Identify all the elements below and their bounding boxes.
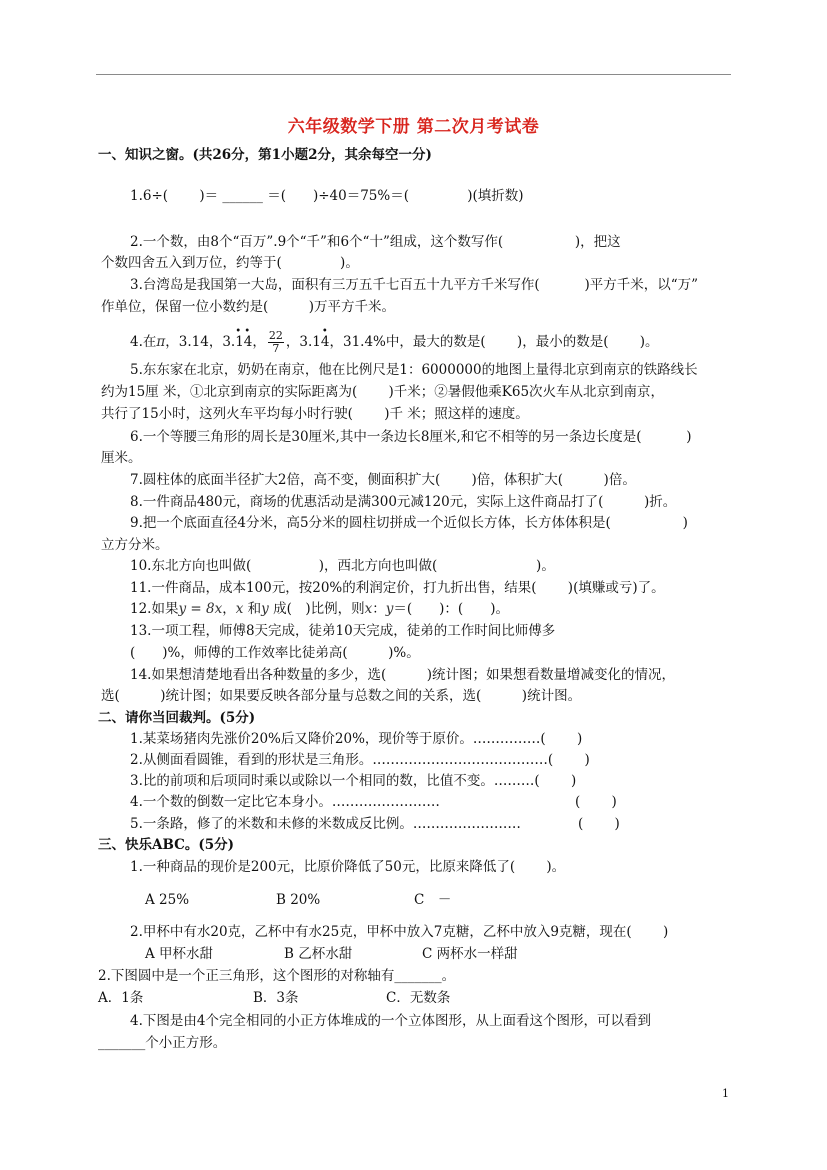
question-1-13-line1: 13.一项工程，师傅8天完成，徒弟10天完成，徒弟的工作时间比师傅多 [130, 623, 556, 639]
judge-item-4: 4.一个数的倒数一定比它本身小。…………………… [130, 794, 440, 810]
question-1-4 [130, 326, 659, 355]
question-1-5-line1: 5.东东家在北京，奶奶在南京，他在比例尺是1：6000000的地图上量得北京到南京的铁路线长 [130, 362, 698, 378]
judge-item-2: 2.从侧面看圆锥，看到的形状是三角形。…………………………………( ) [130, 752, 590, 768]
question-1-6-line2: 厘米。 [101, 450, 142, 466]
judge-item-5: 5.一条路，修了的米数和未修的米数成反比例。…………………… [130, 816, 521, 832]
question-1-13-line2: ( )%，师傅的工作效率比徒弟高( )%。 [130, 645, 420, 661]
section1-heading: 一、知识之窗。(共26分，第1小题2分，其余每空一分) [98, 147, 432, 163]
section3-heading: 三、快乐ABC。(5分) [98, 837, 235, 853]
choice-question-4-line2: _______个小正方形。 [98, 1035, 227, 1051]
question-1-3-line1: 3.台湾岛是我国第一大岛，面积有三万五千七百五十九平方千米写作( )平方千米，以“万” [130, 277, 699, 293]
q4-prefix: 4.在 [130, 334, 157, 350]
page-title: 六年级数学下册 第二次月考试卷 [287, 117, 540, 137]
question-1-9-line1: 9.把一个底面直径4分米，高5分米的圆柱切拼成一个近似长方体，长方体体积是( ) [130, 515, 688, 531]
question-1-5-line2: 约为15厘 米，①北京到南京的实际距离为( )千米；②暑假他乘K65次火车从北京到南京， [101, 384, 665, 400]
question-1-10: 10.东北方向也叫做( )，西北方向也叫做( )。 [130, 558, 555, 574]
repeat-dots-icon: • • [235, 326, 251, 337]
question-1-11: 11.一件商品，成本100元，按20%的利润定价，打九折出售，结果( )(填赚或亏)了。 [130, 580, 665, 596]
question-1-14-line2: 选( )统计图；如果要反映各部分量与总数之间的关系，选( )统计图。 [101, 688, 582, 704]
question-1-1: 1.6÷( )＝ ______ ＝( )÷40＝75%＝( )(填折数) [130, 188, 524, 204]
choice-2-option-c: C 两杯水一样甜 [422, 946, 518, 962]
question-1-12: 12.如果y = 8x，x 和y 成( )比例，则x：y＝( )：( )。 [130, 601, 509, 617]
question-1-8: 8.一件商品480元，商场的优惠活动是满300元减120元，实际上这件商品打了( )折。 [130, 494, 677, 510]
choice-3-option-b: B．3条 [253, 990, 299, 1006]
question-1-7: 7.圆柱体的底面半径扩大2倍，高不变，侧面积扩大( )倍，体积扩大( )倍。 [130, 472, 636, 488]
q4-list1: ，3.14，3. [165, 334, 236, 350]
repeating-decimal-14: • • 14 [235, 334, 252, 350]
choice-2-option-a: A 甲杯水甜 [145, 946, 214, 962]
page-number: 1 [722, 1087, 729, 1100]
judge-item-5-paren: ( ) [578, 816, 620, 832]
judge-item-4-paren: ( ) [575, 794, 617, 810]
question-1-9-line2: 立方分米。 [101, 537, 169, 553]
choice-question-4-line1: 4.下图是由4个完全相同的小正方体堆成的一个立体图形，从上面看这个图形，可以看到 [130, 1013, 651, 1029]
repeating-decimal-4: • 4 [321, 334, 330, 350]
choice-question-2: 2.甲杯中有水20克，乙杯中有水25克，甲杯中放入7克糖，乙杯中放入9克糖，现在( ) [130, 924, 669, 940]
question-1-2-line2: 个数四舍五入到万位，约等于( )。 [101, 255, 359, 271]
judge-item-1: 1.某菜场猪肉先涨价20%后又降价20%，现价等于原价。……………( ) [130, 731, 583, 747]
choice-3-option-c: C．无数条 [386, 990, 451, 1006]
choice-3-option-a: A．1条 [98, 990, 144, 1006]
question-1-2-line1: 2.一个数，由8个“百万”.9个“千”和6个“十”组成，这个数写作( )，把这 [130, 234, 621, 250]
choice-2-option-b: B 乙杯水甜 [284, 946, 353, 962]
repeat-dot-icon: • [321, 326, 328, 337]
choice-1-option-b: B 20% [276, 892, 321, 908]
q4-suffix: ，31.4%中，最大的数是( )，最小的数是( )。 [329, 334, 659, 350]
equation-y-8x: y = 8x [178, 601, 223, 617]
choice-question-1: 1.一种商品的现价是200元，比原价降低了50元，比原来降低了( )。 [130, 859, 566, 875]
header-rule [96, 74, 731, 75]
q4-list2: ，3.1 [285, 334, 321, 350]
choice-1-option-c: C － [414, 892, 452, 908]
choice-question-3: 2.下图圆中是一个正三角形，这个图形的对称轴有_______。 [98, 968, 456, 984]
choice-1-option-a: A 25% [145, 892, 190, 908]
judge-item-3: 3.比的前项和后项同时乘以或除以一个相同的数，比值不变。………( ) [130, 773, 577, 789]
q4-sep: ， [252, 334, 266, 350]
section2-heading: 二、请你当回裁判。(5分) [98, 710, 256, 726]
pi-symbol: π [156, 334, 166, 350]
question-1-5-line3: 共行了15小时，这列火车平均每小时行驶( )千 米；照这样的速度。 [101, 406, 529, 422]
question-1-6-line1: 6.一个等腰三角形的周长是30厘米,其中一条边长8厘米,和它不相等的另一条边长度是( ) [130, 429, 692, 445]
question-1-14-line1: 14.如果想清楚地看出各种数量的多少，选( )统计图；如果想看数量增减变化的情况， [130, 667, 676, 683]
fraction-22-7: $\frac{22}{7}$ [268, 329, 283, 355]
question-1-3-line2: 作单位，保留一位小数约是( )万平方千米。 [101, 299, 396, 315]
